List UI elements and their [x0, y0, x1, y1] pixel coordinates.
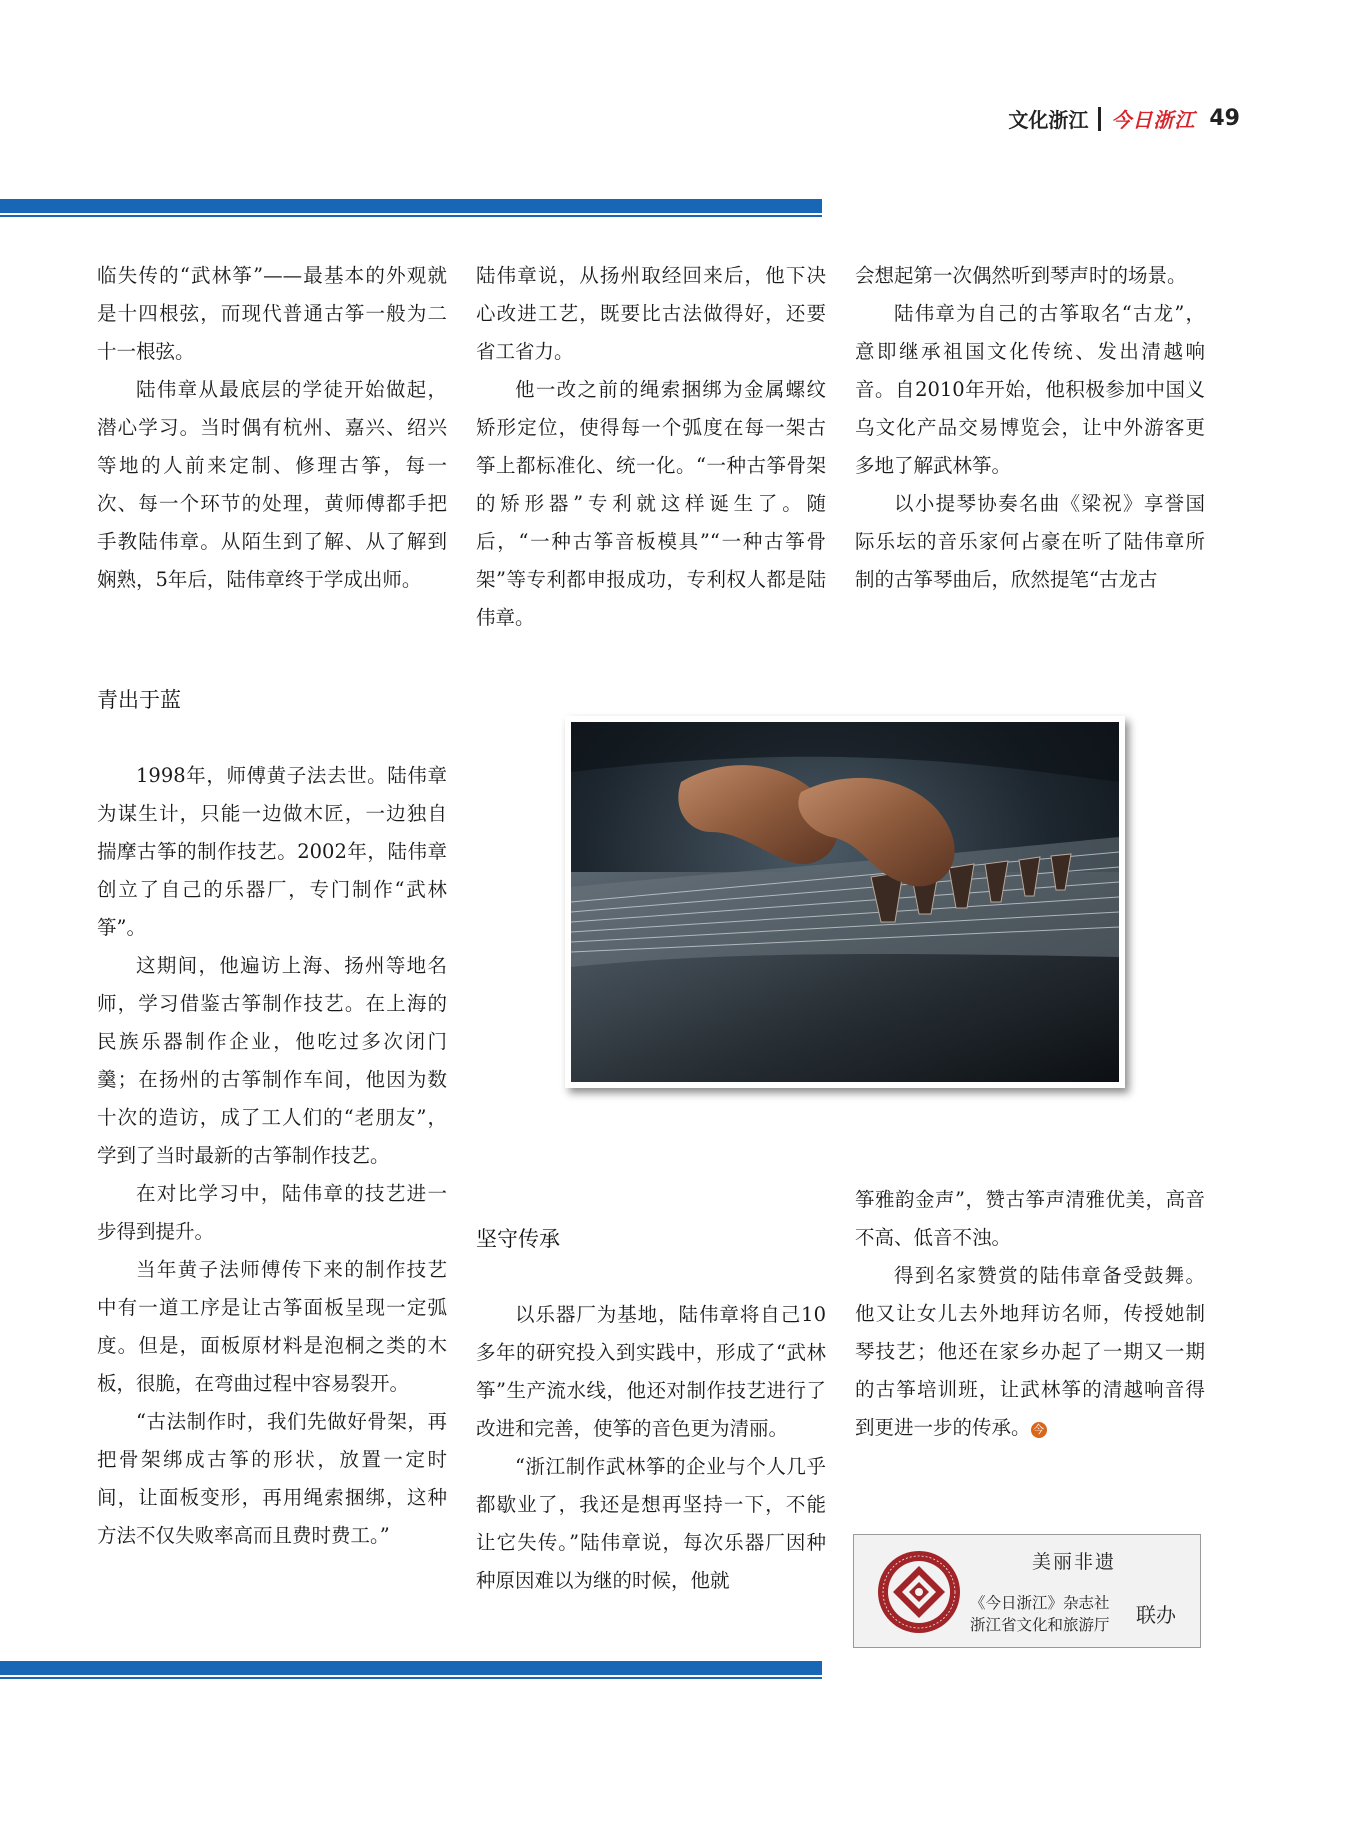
paragraph: 会想起第一次偶然听到琴声时的场景。: [855, 264, 1187, 287]
paragraph: 1998年，师傅黄子法去世。陆伟章为谋生计，只能一边做木匠，一边独自揣摩古筝的制作技艺。2002年，陆伟章创立了自己的乐器厂，专门制作“武林筝”。: [97, 764, 447, 939]
paragraph: 临失传的“武林筝”——最基本的外观就是十四根弦，而现代普通古筝一般为二十一根弦。: [97, 264, 447, 363]
column-1-top: [97, 257, 447, 599]
article-end-icon: 今: [1031, 1422, 1047, 1438]
paragraph: 这期间，他遍访上海、扬州等地名师，学习借鉴古筝制作技艺。在上海的民族乐器制作企业，他吃过多次闭门羹；在扬州的古筝制作车间，他因为数十次的造访，成了工人们的“老朋友”，学到了当时最新的古筝制作技艺。: [97, 954, 447, 1167]
column-1-bottom: [97, 757, 447, 1555]
page-number: 49: [1209, 106, 1240, 131]
paragraph: “浙江制作武林筝的企业与个人几乎都歇业了，我还是想再坚持一下，不能让它失传。”陆伟章说，每次乐器厂因种种原因难以为继的时候，他就: [476, 1455, 826, 1592]
paragraph: [855, 1257, 1205, 1447]
paragraph: 他一改之前的绳索捆绑为金属螺纹矫形定位，使得每一个弧度在每一架古筝上都标准化、统一化。“一种古筝骨架的矫形器”专利就这样诞生了。随后，“一种古筝音板模具”“一种古筝骨架”等专利都申报成功，专利权人都是陆伟章。: [476, 378, 826, 629]
intangible-cultural-heritage-emblem-icon: [876, 1549, 962, 1635]
column-3-top: [855, 257, 1205, 599]
paragraph: 当年黄子法师傅传下来的制作技艺中有一道工序是让古筝面板呈现一定弧度。但是，面板原材料是泡桐之类的木板，很脆，在弯曲过程中容易裂开。: [97, 1258, 447, 1395]
header-divider: [1098, 107, 1101, 131]
column-2-bottom: [476, 1296, 826, 1600]
section-heading: 青出于蓝: [97, 688, 181, 712]
badge-org-1: 《今日浙江》杂志社: [970, 1594, 1110, 1612]
paragraph: 筝雅韵金声”，赞古筝声清雅优美，高音不高、低音不浊。: [855, 1188, 1205, 1249]
paragraph: 在对比学习中，陆伟章的技艺进一步得到提升。: [97, 1182, 447, 1243]
column-2-top: [476, 257, 826, 637]
section-title: 文化浙江: [1008, 108, 1089, 132]
page-header: [1008, 104, 1240, 133]
paragraph: 陆伟章为自己的古筝取名“古龙”，意即继承祖国文化传统、发出清越响音。自2010年开始，他积极参加中国义乌文化产品交易博览会，让中外游客更多地了解武林筝。: [855, 302, 1205, 477]
paragraph: “古法制作时，我们先做好骨架，再把骨架绑成古筝的形状，放置一定时间，让面板变形，再用绳索捆绑，这种方法不仅失败率高而且费时费工。”: [97, 1410, 447, 1547]
paragraph: 陆伟章说，从扬州取经回来后，他下决心改进工艺，既要比古法做得好，还要省工省力。: [476, 264, 826, 363]
paragraph-text: 得到名家赞赏的陆伟章备受鼓舞。他又让女儿去外地拜访名师，传授她制琴技艺；他还在家乡办起了一期又一期的古筝培训班，让武林筝的清越响音得到更进一步的传承。: [855, 1264, 1205, 1439]
badge-org-2: 浙江省文化和旅游厅: [970, 1616, 1110, 1634]
paragraph: 陆伟章从最底层的学徒开始做起，潜心学习。当时偶有杭州、嘉兴、绍兴等地的人前来定制、修理古筝，每一次、每一个环节的处理，黄师傅都手把手教陆伟章。从陌生到了解、从了解到娴熟，5年后，陆伟章终于学成出师。: [97, 378, 447, 591]
badge-title: 美丽非遗: [1031, 1551, 1116, 1573]
section-heading: 坚守传承: [476, 1227, 560, 1251]
paragraph: 以小提琴协奏名曲《梁祝》享誉国际乐坛的音乐家何占豪在听了陆伟章所制的古筝琴曲后，欣然提笔“古龙古: [855, 492, 1205, 591]
partner-badge: [853, 1534, 1201, 1648]
top-rule: [0, 199, 822, 213]
guzheng-photo: [565, 716, 1125, 1088]
paragraph: 以乐器厂为基地，陆伟章将自己10多年的研究投入到实践中，形成了“武林筝”生产流水线，他还对制作技艺进行了改进和完善，使筝的音色更为清丽。: [476, 1303, 826, 1440]
badge-joint: 联办: [1136, 1603, 1176, 1627]
guzheng-hands-illustration: [571, 722, 1119, 1082]
bottom-rule: [0, 1661, 822, 1675]
column-3-bottom: [855, 1181, 1205, 1447]
magazine-logo: 今日浙江: [1111, 108, 1196, 132]
